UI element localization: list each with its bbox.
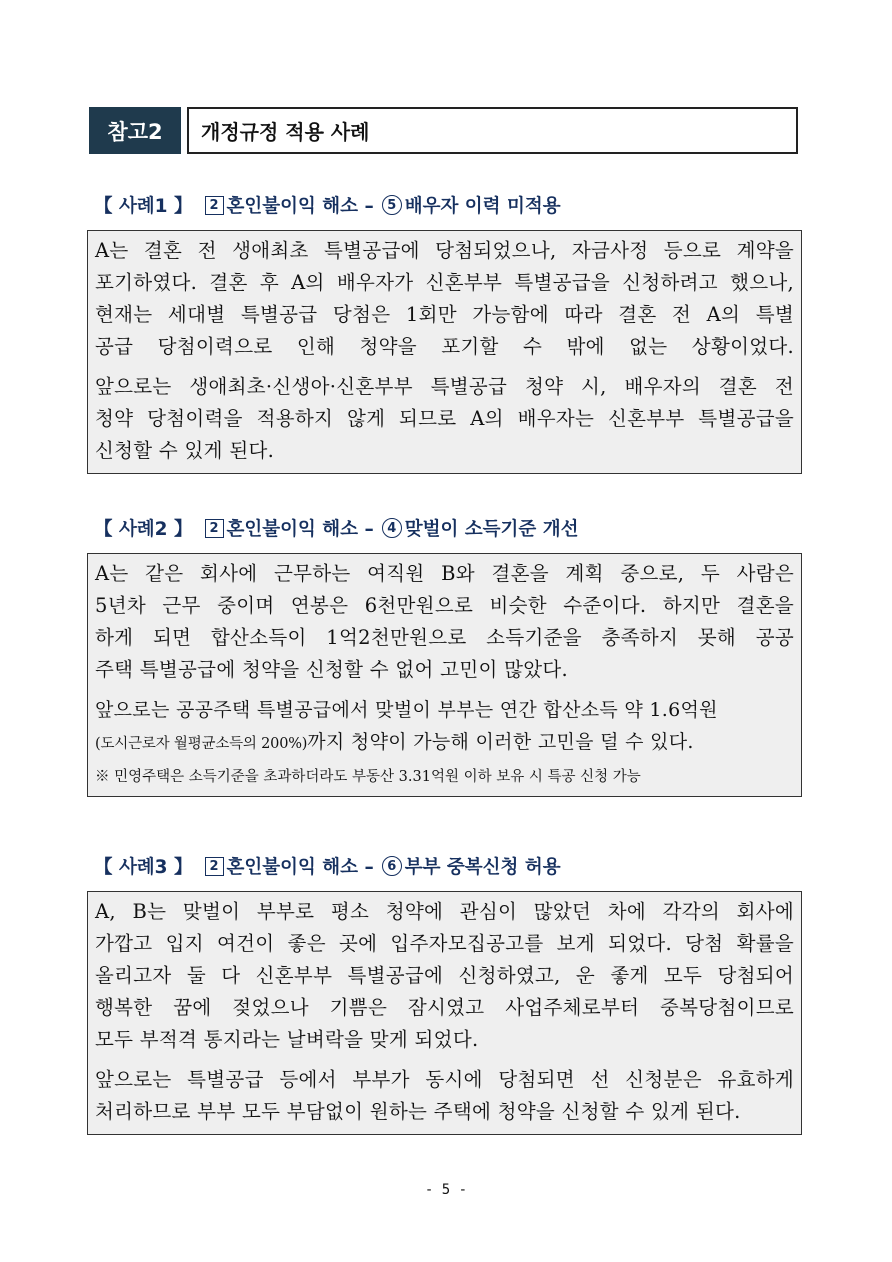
page-number: - 5 - — [424, 1182, 468, 1198]
item-text: 맞벌이 소득기준 개선 — [404, 519, 579, 540]
line: 처리하므로 부부 모두 부담없이 원하는 주택에 청약을 신청할 수 있게 된다. — [95, 1100, 741, 1123]
item-number-badge: 5 — [382, 195, 402, 215]
case-label: 【 사례2 】 — [94, 519, 193, 540]
line: 앞으로는 공공주택 특별공급에서 맞벌이 부부는 연간 합산소득 약 1.6억원 — [95, 699, 718, 721]
line: 앞으로는 생애최초·신생아·신혼부부 특별공급 청약 시, 배우자의 결혼 전 — [95, 375, 794, 398]
small-text: (도시근로자 월평균소득의 200%) — [95, 736, 308, 752]
line: A, B는 맞벌이 부부로 평소 청약에 관심이 많았던 차에 각각의 회사에 — [95, 900, 794, 923]
line: 청약 당첨이력을 적용하지 않게 되므로 A의 배우자는 신혼부부 특별공급을 — [95, 407, 794, 430]
line: 신청할 수 있게 된다. — [95, 439, 275, 462]
section-number-badge: 2 — [205, 196, 224, 215]
case-2-paragraph-1 — [95, 558, 794, 686]
line: 가깝고 입지 여건이 좋은 곳에 입주자모집공고를 보게 되었다. 당첨 확률을 — [95, 932, 794, 955]
case-3-box — [87, 891, 802, 1135]
reference-tag: 참고2 — [89, 107, 181, 154]
case-label: 【 사례3 】 — [94, 857, 193, 878]
page-title: 개정규정 적용 사례 — [187, 107, 798, 154]
section-text: 혼인불이익 해소 – — [226, 857, 374, 878]
case-2-title — [94, 515, 578, 541]
case-label: 【 사례1 】 — [94, 196, 193, 217]
line: A는 같은 회사에 근무하는 여직원 B와 결혼을 계획 중으로, 두 사람은 — [95, 562, 794, 585]
item-number-badge: 6 — [382, 856, 402, 876]
case-1-paragraph-2 — [95, 371, 794, 467]
case-1-paragraph-1 — [95, 235, 794, 363]
line: 포기하였다. 결혼 후 A의 배우자가 신혼부부 특별공급을 신청하려고 했으나, — [95, 271, 794, 294]
section-text: 혼인불이익 해소 – — [226, 519, 374, 540]
line: 공급 당첨이력으로 인해 청약을 포기할 수 밖에 없는 상황이었다. — [95, 335, 794, 358]
case-1-title — [94, 192, 561, 218]
section-text: 혼인불이익 해소 – — [226, 196, 374, 217]
case-3-paragraph-1 — [95, 896, 794, 1056]
line: 행복한 꿈에 젖었으나 기쁨은 잠시였고 사업주체로부터 중복당첨이므로 — [95, 996, 794, 1019]
section-number-badge: 2 — [205, 519, 224, 538]
item-text: 부부 중복신청 허용 — [404, 857, 561, 878]
line: 모두 부적격 통지라는 날벼락을 맞게 되었다. — [95, 1028, 479, 1051]
line: 까지 청약이 가능해 이러한 고민을 덜 수 있다. — [307, 731, 694, 753]
case-2-paragraph-2 — [95, 694, 794, 760]
header — [89, 107, 798, 154]
line: 현재는 세대별 특별공급 당첨은 1회만 가능함에 따라 결혼 전 A의 특별 — [95, 303, 794, 326]
line: 하게 되면 합산소득이 1억2천만원으로 소득기준을 충족하지 못해 공공 — [95, 626, 794, 649]
line: A는 결혼 전 생애최초 특별공급에 당첨되었으나, 자금사정 등으로 계약을 — [95, 239, 794, 262]
line: 앞으로는 특별공급 등에서 부부가 동시에 당첨되면 선 신청분은 유효하게 — [95, 1068, 794, 1091]
case-2-box — [87, 553, 802, 797]
item-number-badge: 4 — [382, 518, 402, 538]
item-text: 배우자 이력 미적용 — [404, 196, 561, 217]
line: 올리고자 둘 다 신혼부부 특별공급에 신청하였고, 운 좋게 모두 당첨되어 — [95, 964, 794, 987]
case-2-note: ※ 민영주택은 소득기준을 초과하더라도 부동산 3.31억원 이하 보유 시 특공 신청 가능 — [95, 769, 641, 785]
section-number-badge: 2 — [205, 857, 224, 876]
case-3-title — [94, 853, 561, 879]
case-3-paragraph-2 — [95, 1064, 794, 1128]
line: 주택 특별공급에 청약을 신청할 수 없어 고민이 많았다. — [95, 658, 569, 681]
line: 5년차 근무 중이며 연봉은 6천만원으로 비슷한 수준이다. 하지만 결혼을 — [95, 594, 794, 617]
case-1-box — [87, 230, 802, 474]
